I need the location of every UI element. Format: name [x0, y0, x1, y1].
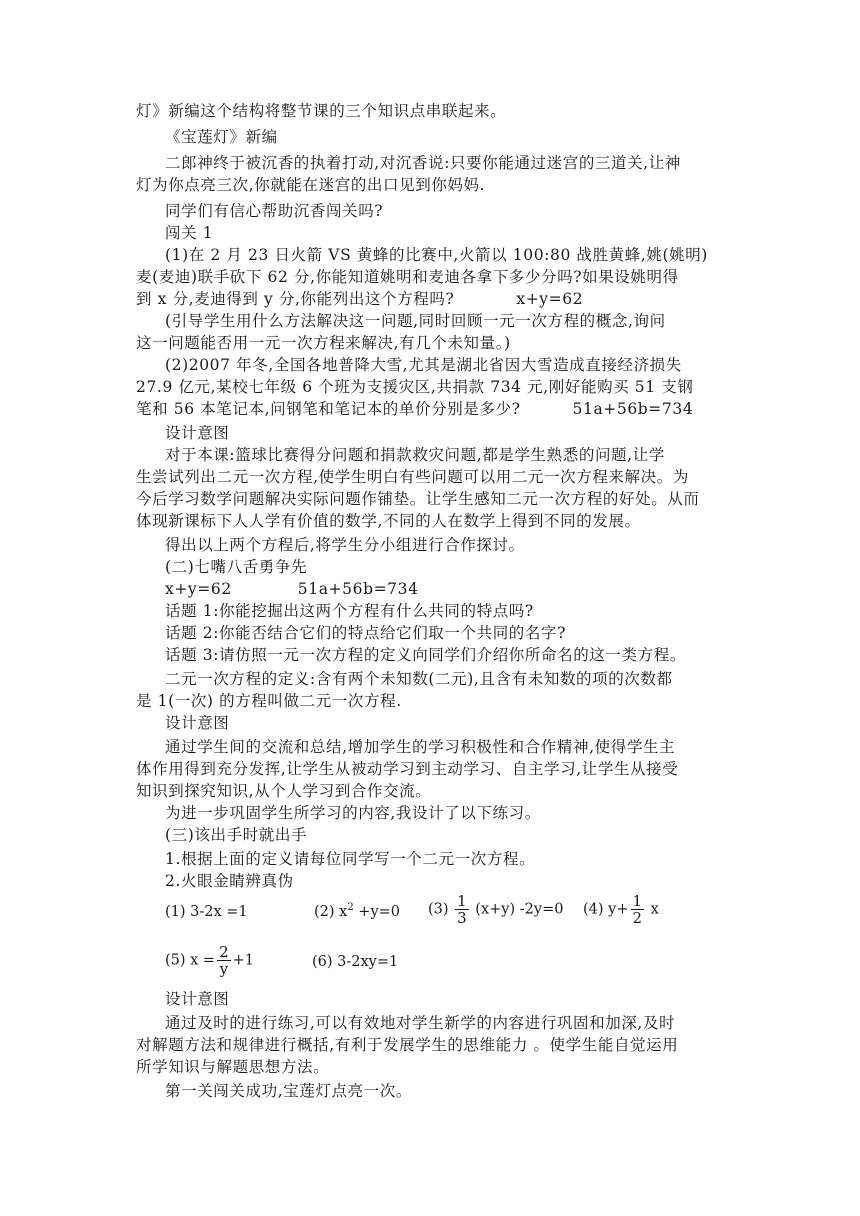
text-line: 1.根据上面的定义请每位同学写一个二元一次方程。 [165, 850, 536, 868]
option-text: x [646, 901, 659, 918]
fraction-denominator: y [219, 960, 229, 978]
text-line: 灯为你点亮三次,你就能在迷宫的出口见到你妈妈. [136, 176, 486, 194]
text-line: 对于本课:篮球比赛得分问题和捐款救灾问题,都是学生熟悉的问题,让学 [165, 446, 665, 464]
text-line [136, 288, 583, 310]
option-text: (3) [428, 901, 449, 918]
section-title: 《宝莲灯》新编 [165, 128, 278, 146]
exercise-option-5 [165, 944, 254, 977]
subsection-title: 设计意图 [165, 714, 230, 732]
exercise-option-2 [314, 904, 400, 920]
equation: x+y=62 [516, 290, 584, 308]
fraction-numerator: 1 [632, 892, 643, 910]
fraction-denominator: 3 [457, 909, 467, 927]
exercise-option-3 [428, 893, 563, 926]
fraction-denominator: 2 [632, 909, 643, 927]
text-line: 得出以上两个方程后,将学生分小组进行合作探讨。 [165, 536, 525, 554]
text-segment: 到 x 分,麦迪得到 y 分,你能列出这个方程吗? [136, 290, 455, 308]
subsection-title: (三)该出手时就出手 [165, 826, 308, 844]
text-line: 话题 3:请仿照一元一次方程的定义向同学们介绍你所命名的这一类方程。 [165, 646, 686, 664]
text-line: 话题 1:你能挖掘出这两个方程有什么共同的特点吗? [165, 602, 534, 620]
text-line: (2)2007 年冬,全国各地普降大雪,尤其是湖北省因大雪造成直接经济损失 [165, 356, 682, 374]
text-line: 这一问题能否用一元一次方程来解决,有几个未知量。) [136, 334, 511, 352]
fraction [455, 893, 469, 926]
text-line: 二元一次方程的定义:含有两个未知数(二元),且含有未知数的项的次数都 [165, 670, 673, 688]
fraction [217, 944, 231, 977]
equation: 51a+56b=734 [297, 580, 419, 598]
option-text: (x+y) -2y=0 [470, 901, 564, 918]
text-line: 第一关闯关成功,宝莲灯点亮一次。 [165, 1082, 413, 1100]
text-line: 所学知识与解题思想方法。 [136, 1058, 330, 1076]
text-line: 生尝试列出二元一次方程,使学生明白有些问题可以用二元一次方程来解决。为 [136, 468, 689, 486]
fraction [631, 893, 645, 926]
text-line: (1)在 2 月 23 日火箭 VS 黄蜂的比赛中,火箭以 100:80 战胜黄蜂,姚(姚明) [165, 246, 708, 264]
text-line: 二郎神终于被沉香的执着打动,对沉香说:只要你能通过迷宫的三道关,让神 [165, 154, 681, 172]
text-segment: 笔和 56 本笔记本,问钢笔和笔记本的单价分别是多少? [136, 400, 521, 418]
text-line: 为进一步巩固学生所学习的内容,我设计了以下练习。 [165, 804, 541, 822]
text-line: 体现新课标下人人学有价值的数学,不同的人在数学上得到不同的发展。 [136, 512, 641, 530]
text-line: 27.9 亿元,某校七年级 6 个班为支援灾区,共捐款 734 元,刚好能购买 51 支钢 [136, 378, 694, 396]
text-line [136, 398, 693, 420]
subsection-title: (二)七嘴八舌勇争先 [165, 558, 308, 576]
exercise-option-4 [583, 893, 659, 926]
text-line: 对解题方法和规律进行概括,有利于发展学生的思维能力 。使学生能自觉运用 [136, 1036, 679, 1054]
text-line: 通过学生间的交流和总结,增加学生的学习积极性和合作精神,使得学生主 [165, 738, 676, 756]
subsection-title: 设计意图 [165, 990, 230, 1008]
option-text: (2) x [314, 904, 348, 920]
exercise-option-6: (6) 3-2xy=1 [312, 954, 399, 970]
text-line: (引导学生用什么方法解决这一问题,同时回顾一元一次方程的概念,询问 [165, 312, 666, 330]
subsection-title: 闯关 1 [165, 224, 214, 242]
equation: x+y=62 [165, 580, 232, 598]
exponent: 2 [347, 902, 354, 914]
text-line [165, 578, 419, 600]
text-line: 2.火眼金睛辨真伪 [165, 872, 294, 890]
subsection-title: 设计意图 [165, 424, 230, 442]
fraction-numerator: 1 [457, 892, 467, 910]
text-line: 同学们有信心帮助沉香闯关吗? [165, 202, 384, 220]
text-line: 麦(麦迪)联手砍下 62 分,你能知道姚明和麦迪各拿下多少分吗?如果设姚明得 [136, 268, 679, 286]
text-line: 是 1(一次) 的方程叫做二元一次方程. [136, 692, 402, 710]
fraction-numerator: 2 [219, 943, 229, 961]
option-text: +y=0 [353, 904, 401, 920]
exercise-option-1: (1) 3-2x =1 [165, 904, 248, 920]
text-line: 今后学习数学问题解决实际问题作铺垫。让学生感知二元一次方程的好处。从而 [136, 490, 700, 508]
option-text: +1 [232, 952, 255, 969]
option-text: (4) y+ [583, 901, 629, 918]
text-line: 知识到探究知识,从个人学习到合作交流。 [136, 782, 432, 800]
text-line: 通过及时的进行练习,可以有效地对学生新学的内容进行巩固和加深,及时 [165, 1014, 676, 1032]
option-text: (5) x = [165, 952, 216, 969]
text-line: 话题 2:你能否结合它们的特点给它们取一个共同的名字? [165, 624, 567, 642]
text-line: 体作用得到充分发挥,让学生从被动学习到主动学习、自主学习,让学生从接受 [136, 760, 679, 778]
equation: 51a+56b=734 [572, 400, 694, 418]
text-line: 灯》新编这个结构将整节课的三个知识点串联起来。 [136, 102, 507, 120]
